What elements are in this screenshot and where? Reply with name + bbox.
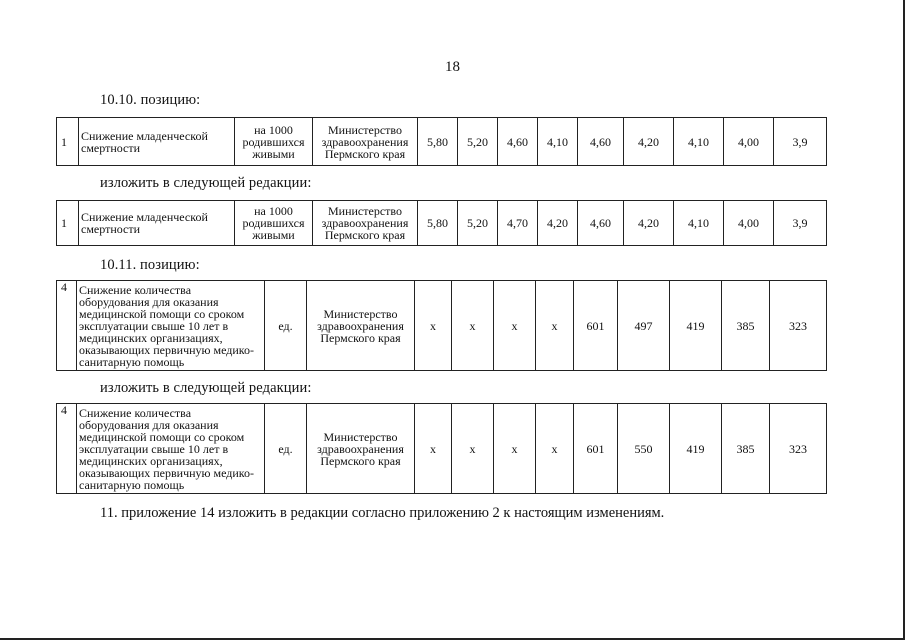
org-cell: Министерство здравоохранения Пермского края: [307, 281, 415, 371]
value-cell: 4,20: [624, 201, 674, 246]
indicator-name: Снижение количества оборудования для оказания медицинской помощи со сроком эксплуатации свыше 10 лет в медицинских организациях, оказывающих первичную медико-санитарную помощь: [77, 404, 265, 494]
value-cell: 323: [770, 281, 827, 371]
value-cell: 4,60: [498, 118, 538, 166]
table-row: [57, 404, 827, 494]
value-cell: 601: [574, 281, 618, 371]
indicator-name: Снижение количества оборудования для оказания медицинской помощи со сроком эксплуатации свыше 10 лет в медицинских организациях, оказывающих первичную медико-санитарную помощь: [77, 281, 265, 371]
table-row: [57, 201, 827, 246]
value-cell: 5,80: [418, 118, 458, 166]
value-cell: 4,20: [538, 201, 578, 246]
indicator-table-new-10-11: [56, 403, 827, 494]
table-row: [57, 118, 827, 166]
unit-cell: ед.: [265, 281, 307, 371]
value-cell: 550: [618, 404, 670, 494]
value-cell: 419: [670, 281, 722, 371]
value-cell: 4,00: [724, 118, 774, 166]
value-cell: 4,60: [578, 118, 624, 166]
value-cell: 497: [618, 281, 670, 371]
final-item-text: 11. приложение 14 изложить в редакции согласно приложению 2 к настоящим изменениям.: [100, 505, 665, 521]
org-cell: Министерство здравоохранения Пермского края: [313, 118, 418, 166]
value-cell: 385: [722, 404, 770, 494]
value-cell: х: [494, 281, 536, 371]
value-cell: 3,9: [774, 201, 827, 246]
value-cell: 5,20: [458, 118, 498, 166]
unit-cell: на 1000 родившихся живыми: [235, 201, 313, 246]
row-number: 1: [57, 118, 79, 166]
indicator-name: Снижение младенческой смертности: [79, 118, 235, 166]
row-number: 1: [57, 201, 79, 246]
row-number: 4: [57, 281, 77, 371]
value-cell: 4,20: [624, 118, 674, 166]
unit-cell: на 1000 родившихся живыми: [235, 118, 313, 166]
value-cell: 323: [770, 404, 827, 494]
indicator-name: Снижение младенческой смертности: [79, 201, 235, 246]
section-heading-10-11: 10.11. позицию:: [100, 257, 200, 273]
value-cell: 4,10: [674, 201, 724, 246]
value-cell: 5,80: [418, 201, 458, 246]
replace-heading-10-11: изложить в следующей редакции:: [100, 380, 312, 396]
value-cell: 3,9: [774, 118, 827, 166]
row-number: 4: [57, 404, 77, 494]
indicator-table-old-10-11: [56, 280, 827, 371]
table-row: [57, 281, 827, 371]
value-cell: 385: [722, 281, 770, 371]
value-cell: х: [536, 404, 574, 494]
value-cell: х: [415, 281, 452, 371]
value-cell: 5,20: [458, 201, 498, 246]
value-cell: х: [536, 281, 574, 371]
org-cell: Министерство здравоохранения Пермского края: [313, 201, 418, 246]
value-cell: 601: [574, 404, 618, 494]
page-number: 18: [445, 59, 460, 75]
unit-cell: ед.: [265, 404, 307, 494]
value-cell: 419: [670, 404, 722, 494]
indicator-table-old-10-10: [56, 117, 827, 166]
value-cell: х: [494, 404, 536, 494]
value-cell: х: [452, 281, 494, 371]
section-heading-10-10: 10.10. позицию:: [100, 92, 201, 108]
value-cell: 4,00: [724, 201, 774, 246]
replace-heading-10-10: изложить в следующей редакции:: [100, 175, 312, 191]
value-cell: 4,10: [674, 118, 724, 166]
value-cell: 4,10: [538, 118, 578, 166]
value-cell: 4,70: [498, 201, 538, 246]
org-cell: Министерство здравоохранения Пермского края: [307, 404, 415, 494]
value-cell: 4,60: [578, 201, 624, 246]
value-cell: х: [452, 404, 494, 494]
indicator-table-new-10-10: [56, 200, 827, 246]
value-cell: х: [415, 404, 452, 494]
